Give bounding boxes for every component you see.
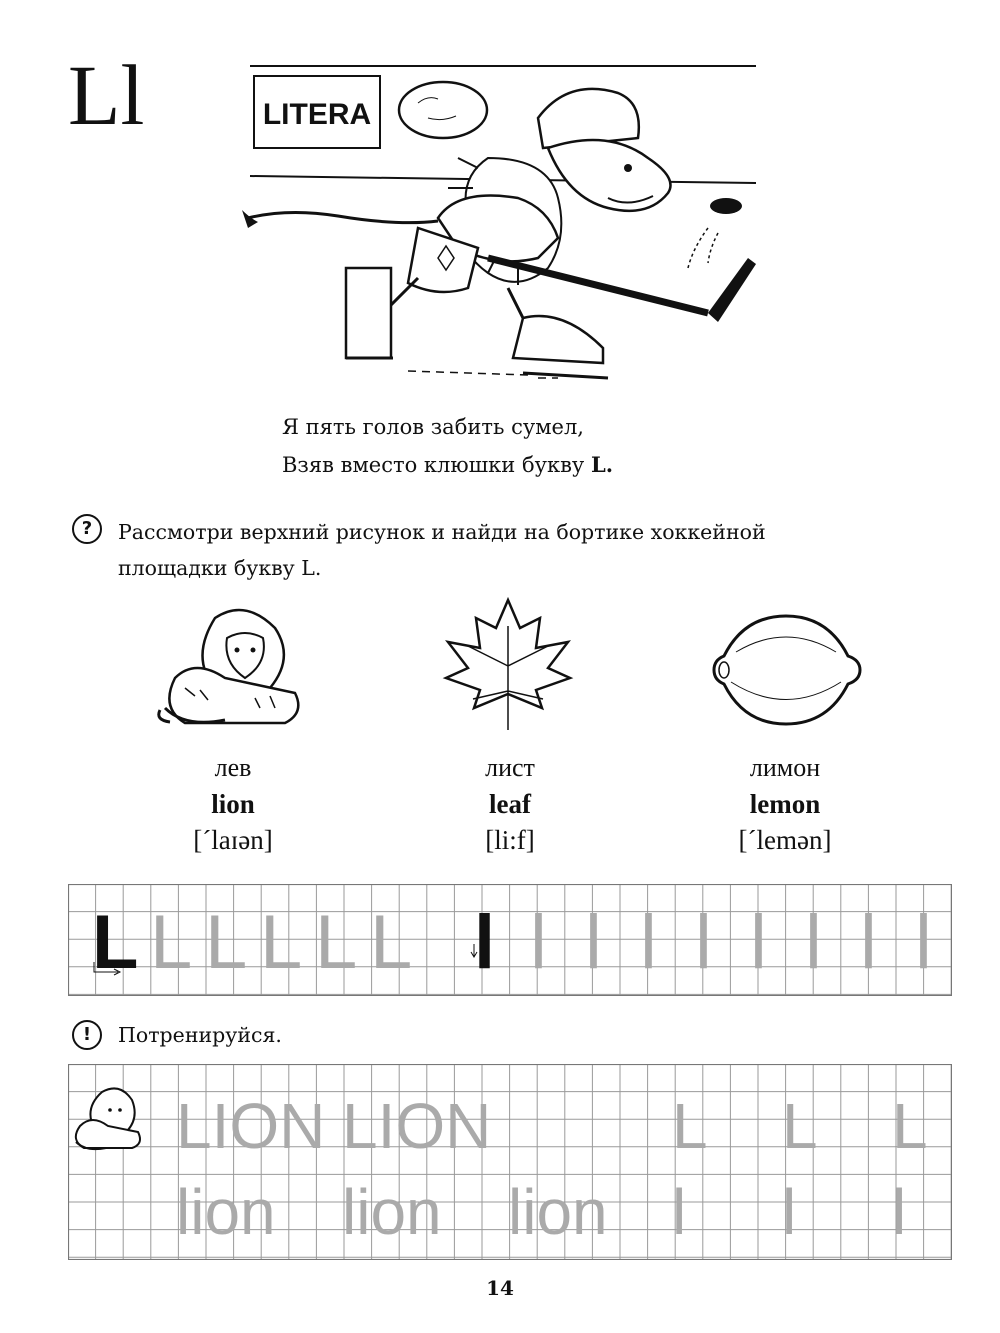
trace-uppercase-letter: L bbox=[260, 900, 303, 985]
copybook-grid-words bbox=[68, 1064, 952, 1260]
hockey-lion-illustration bbox=[238, 58, 763, 388]
copybook-grid-letters bbox=[68, 884, 952, 996]
trace-lowercase-letter: l bbox=[585, 900, 602, 985]
trace-letter-lower: l bbox=[892, 1176, 907, 1248]
trace-uppercase-letter: L bbox=[150, 900, 193, 985]
word-card-leaf bbox=[410, 750, 610, 858]
word-en: lemon bbox=[749, 789, 821, 819]
trace-letter-lower: l bbox=[672, 1176, 687, 1248]
trace-lowercase-letter: l bbox=[695, 900, 712, 985]
lemon-icon bbox=[706, 612, 866, 728]
word-en: lion bbox=[211, 789, 255, 819]
trace-word-lower: lion bbox=[176, 1176, 276, 1248]
trace-lowercase-letter: l bbox=[530, 900, 547, 985]
word-card-lemon bbox=[685, 750, 885, 858]
litera-sign-text: LITERA bbox=[262, 98, 372, 131]
poem-line-1: Я пять голов забить сумел, bbox=[282, 415, 584, 439]
poem-line-2-text: Взяв вместо клюшки букву bbox=[282, 453, 591, 477]
word-ru: лимон bbox=[749, 753, 821, 782]
word-transcription: [li:f] bbox=[485, 825, 535, 855]
page-number: 14 bbox=[486, 1276, 514, 1300]
trace-word-lower: lion bbox=[508, 1176, 608, 1248]
letter-heading: Ll bbox=[68, 47, 145, 143]
trace-word-upper: LION bbox=[342, 1090, 492, 1162]
poem-letter: L. bbox=[590, 452, 614, 477]
word-ru: лист bbox=[485, 753, 535, 782]
word-en: leaf bbox=[489, 789, 531, 819]
question-icon: ? bbox=[72, 514, 102, 544]
lemon-on-board-icon bbox=[399, 82, 487, 138]
task-question-line-1: Рассмотри верхний рисунок и найди на бортике хоккейной bbox=[118, 520, 766, 544]
trace-lowercase-letter: l bbox=[805, 900, 822, 985]
trace-letter-upper: L bbox=[782, 1090, 818, 1162]
word-transcription: [ˊlemən] bbox=[738, 825, 832, 855]
trace-word-upper: LION bbox=[176, 1090, 326, 1162]
task-question bbox=[118, 514, 988, 586]
model-lowercase-letter: l bbox=[474, 900, 496, 985]
trace-uppercase-letter: L bbox=[205, 900, 248, 985]
trace-lowercase-letter: l bbox=[915, 900, 932, 985]
trace-lowercase-letter: l bbox=[860, 900, 877, 985]
lion-icon bbox=[155, 598, 310, 736]
poem bbox=[282, 408, 613, 484]
trace-lowercase-letter: l bbox=[640, 900, 657, 985]
task-practice: Потренируйся. bbox=[118, 1023, 282, 1047]
trace-uppercase-letter: L bbox=[370, 900, 413, 985]
trace-letter-upper: L bbox=[672, 1090, 708, 1162]
exclamation-icon: ! bbox=[72, 1020, 102, 1050]
trace-letter-lower: l bbox=[782, 1176, 797, 1248]
leaf-icon bbox=[440, 596, 576, 734]
trace-lowercase-letter: l bbox=[750, 900, 767, 985]
task-question-line-2: площадки букву L. bbox=[118, 556, 322, 580]
poem-line-2 bbox=[282, 446, 613, 484]
trace-word-lower: lion bbox=[342, 1176, 442, 1248]
word-transcription: [ˊlaɪən] bbox=[193, 825, 273, 855]
word-card-lion bbox=[133, 750, 333, 858]
word-ru: лев bbox=[214, 753, 252, 782]
trace-letter-upper: L bbox=[892, 1090, 928, 1162]
model-uppercase-letter: L bbox=[92, 900, 139, 985]
trace-uppercase-letter: L bbox=[315, 900, 358, 985]
